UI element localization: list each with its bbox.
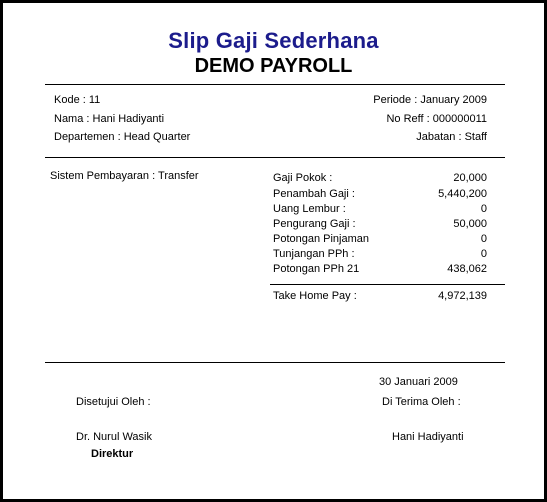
divider-total (270, 284, 505, 285)
pay-item-label: Gaji Pokok : (273, 172, 333, 184)
pay-item-value: 20,000 (453, 172, 487, 184)
payslip-title: Slip Gaji Sederhana (168, 28, 379, 53)
employee-jabatan: Jabatan : Staff (416, 131, 487, 143)
approver-name: Dr. Nurul Wasik (76, 431, 152, 443)
employee-kode: Kode : 11 (54, 94, 101, 106)
pay-item-label: Tunjangan PPh : (273, 248, 355, 260)
total-value: 4,972,139 (438, 290, 487, 302)
pay-item-label: Pengurang Gaji : (273, 218, 356, 230)
pay-item-value: 5,440,200 (438, 188, 487, 200)
pay-item-value: 0 (480, 248, 487, 260)
pay-item-value: 50,000 (453, 218, 487, 230)
pay-item-label: Uang Lembur : (273, 203, 346, 215)
total-label: Take Home Pay : (273, 290, 357, 302)
pay-item-label: Potongan PPh 21 (273, 263, 360, 275)
pay-item-value: 0 (480, 233, 487, 245)
approver-title: Direktur (91, 448, 134, 460)
approved-by-label: Disetujui Oleh : (76, 396, 151, 408)
pay-item-value: 0 (480, 203, 487, 215)
payment-method: Sistem Pembayaran : Transfer (50, 170, 199, 182)
signature-date: 30 Januari 2009 (379, 376, 458, 388)
pay-item-label: Penambah Gaji : (273, 188, 355, 200)
payroll-periode: Periode : January 2009 (373, 94, 487, 106)
payslip-subtitle: DEMO PAYROLL (194, 55, 353, 77)
receiver-name: Hani Hadiyanti (392, 431, 464, 443)
received-by-label: Di Terima Oleh : (382, 396, 461, 408)
divider-middle (45, 157, 505, 158)
payroll-no-reff: No Reff : 000000011 (386, 113, 487, 125)
pay-item-value: 438,062 (447, 263, 487, 275)
employee-nama: Nama : Hani Hadiyanti (54, 113, 165, 125)
employee-departemen: Departemen : Head Quarter (54, 131, 191, 143)
divider-bottom (45, 362, 505, 363)
pay-item-label: Potongan Pinjaman (273, 233, 370, 245)
divider-top (45, 84, 505, 85)
